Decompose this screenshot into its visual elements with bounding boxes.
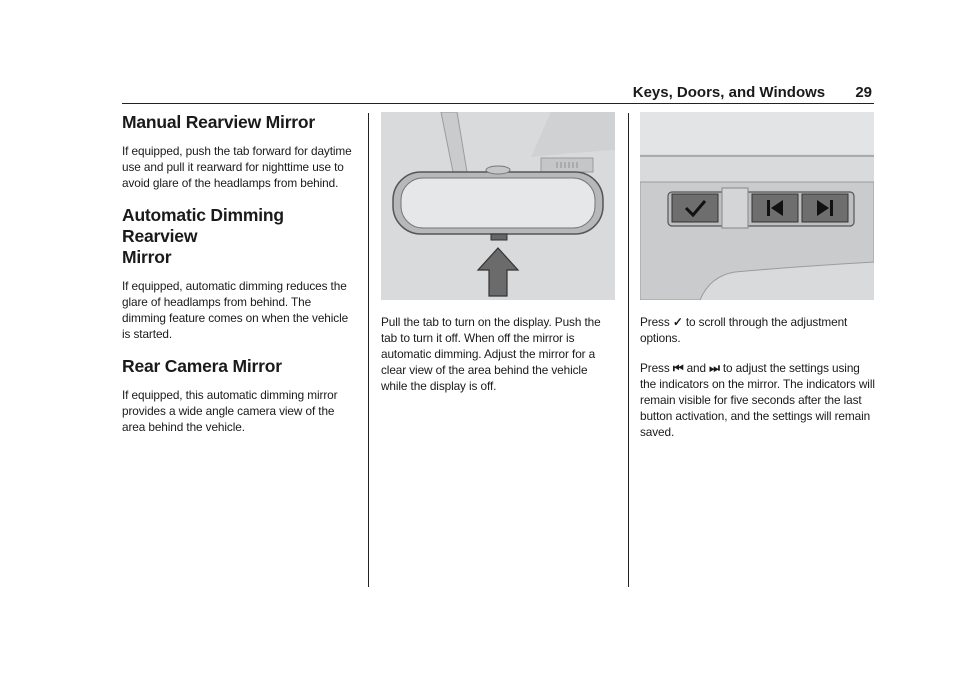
column-3 [640,112,876,454]
paragraph-rear-camera: If equipped, this automatic dimming mirror provides a wide angle camera view of the area behind the vehicle. [122,388,338,434]
check-icon: ✓ [672,315,683,329]
press-label: Press [640,361,670,375]
column-2 [381,112,615,408]
header-rule [122,103,874,104]
section-title: Keys, Doors, and Windows [632,84,826,101]
page-number: 29 [855,84,872,101]
column-1 [122,112,358,449]
paragraph-scroll [640,314,876,346]
paragraph-display-tab: Pull the tab to turn on the display. Push the tab to turn it off. When off the mirror is automatic dimming. Adjust the mirror for a clear view of the area behind the vehicle while the display is off. [381,315,601,393]
mirror-buttons-illustration [640,112,874,300]
scroll-text: to scroll through the adjustment options. [640,315,848,345]
heading-auto-dimming-line1: Automatic Dimming Rearview [122,205,284,246]
paragraph-manual-mirror: If equipped, push the tab forward for daytime use and pull it rearward for nighttime use to avoid glare of the headlamps from behind. [122,144,352,190]
heading-auto-dimming [122,205,358,268]
heading-rear-camera: Rear Camera Mirror [122,356,282,376]
paragraph-auto-dimming: If equipped, automatic dimming reduces the glare of headlamps from behind. The dimming feature comes on when the vehicle is started. [122,279,349,341]
mirror-tab-illustration [381,112,615,300]
skip-next-icon: ⏭ [709,361,720,375]
and-label: and [686,361,706,375]
skip-previous-icon: ⏮ [672,361,684,375]
press-label: Press [640,315,670,329]
column-divider [368,113,369,587]
heading-manual-mirror: Manual Rearview Mirror [122,112,316,132]
heading-auto-dimming-line2: Mirror [122,247,172,267]
adjust-text: to adjust the settings using the indicators on the mirror. The indicators will remain visible for five seconds after the last button activation, and the settings will remain saved. [640,361,875,439]
column-divider [628,113,629,587]
running-head [633,84,872,101]
paragraph-adjust [640,360,876,440]
